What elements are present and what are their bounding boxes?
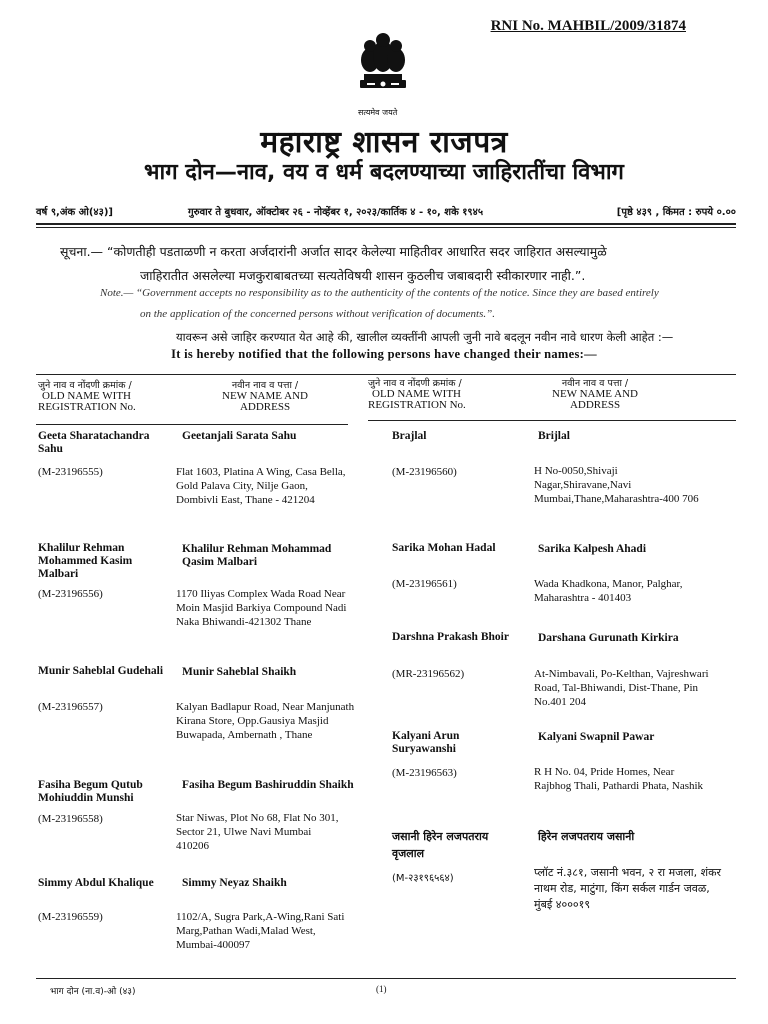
new-name: Simmy Neyaz Shaikh: [182, 877, 287, 889]
rni-number: RNI No. MAHBIL/2009/31874: [490, 18, 686, 34]
header-old-mr: जुने नाव व नोंदणी क्रमांक /: [368, 378, 462, 389]
page-number: (1): [376, 984, 387, 994]
registration-number: (M-23196559): [38, 911, 103, 923]
right-new-name-header: [520, 378, 670, 411]
notice-marathi-line-1: सूचना.— “कोणतीही पडताळणी न करता अर्जदारांनी अर्जात सादर केलेल्या माहितीवर आधारित सदर जाहिरात असल्यामुळे: [60, 244, 607, 259]
old-name: Geeta Sharatachandra Sahu: [38, 430, 150, 455]
old-name: जसानी हिरेन लजपतराय वृजलाल: [392, 830, 489, 860]
old-name: Simmy Abdul Khalique: [38, 877, 154, 889]
new-name: Sarika Kalpesh Ahadi: [538, 543, 647, 555]
old-name: Khalilur Rehman Mohammed Kasim Malbari: [38, 542, 133, 580]
new-name: Kalyani Swapnil Pawar: [538, 731, 655, 743]
header-new-mr: नवीन नाव व पत्ता /: [561, 378, 629, 389]
address: H No-0050,Shivaji Nagar,Shiravane,Navi Mumbai,Thane,Maharashtra-400 706: [534, 465, 699, 505]
notice-marathi-line-2: जाहिरातीत असलेल्या मजकुराबाबतच्या सत्यतेविषयी शासन कुठलीच जबाबदारी स्वीकारणार नाही.”.: [140, 268, 586, 283]
registration-number: (M-23196558): [38, 813, 103, 825]
old-name: Munir Saheblal Gudehali: [38, 665, 164, 677]
new-name: Brijlal: [538, 430, 570, 442]
national-emblem-icon: [350, 30, 416, 92]
header-old-en1: OLD NAME WITH: [372, 388, 462, 400]
header-old-en2: REGISTRATION No.: [38, 401, 136, 413]
old-name: Fasiha Begum Qutub Mohiuddin Munshi: [38, 779, 143, 804]
divider: [36, 223, 736, 225]
registration-number: (M-23196561): [392, 578, 457, 590]
left-new-name-header: [190, 380, 340, 413]
new-name: हिरेन लजपतराय जसानी: [538, 830, 635, 843]
registration-number: (M-23196563): [392, 767, 457, 779]
divider: [36, 424, 348, 425]
header-new-en1: NEW NAME AND: [222, 390, 308, 402]
registration-number: (M-23196556): [38, 588, 103, 600]
gazette-title: महाराष्ट्र शासन राजपत्र: [260, 125, 508, 160]
issue-info-bar: [36, 202, 736, 222]
issue-date: गुरुवार ते बुधवार, ऑक्टोबर २६ - नोव्हेंबर १, २०२३/कार्तिक ४ - १०, शके १९४५: [188, 207, 484, 218]
new-name: Darshana Gurunath Kirkira: [538, 632, 679, 644]
address: Star Niwas, Plot No 68, Flat No 301, Sector 21, Ulwe Navi Mumbai 410206: [176, 812, 339, 852]
header-old-en1: OLD NAME WITH: [42, 390, 132, 402]
address: 1102/A, Sugra Park,A-Wing,Rani Sati Marg,Pathan Wadi,Malad West, Mumbai-400097: [176, 911, 345, 951]
old-name: Darshna Prakash Bhoir: [392, 631, 509, 643]
footer-section-label: भाग दोन (ना.व)-ओ (४३): [50, 987, 136, 997]
new-name: Munir Saheblal Shaikh: [182, 666, 297, 678]
address: 1170 Iliyas Complex Wada Road Near Moin Masjid Barkiya Compound Nadi Naka Bhiwandi-421302 Thane: [176, 588, 347, 628]
header-new-mr: नवीन नाव व पत्ता /: [231, 380, 299, 391]
old-name: Sarika Mohan Hadal: [392, 542, 496, 554]
header-old-en2: REGISTRATION No.: [368, 399, 466, 411]
registration-number: (M-23196555): [38, 466, 103, 478]
issue-volume: वर्ष ९,अंक ओ(४३)]: [36, 207, 113, 218]
new-name: Khalilur Rehman Mohammad Qasim Malbari: [182, 543, 332, 568]
address: प्लॉट नं.३८१, जसानी भवन, २ रा मजला, शंकर नाथम रोड, माटुंगा, किंग सर्कल गार्डन जवळ, मुंबई ४०००१९: [534, 866, 722, 911]
hereby-notified: It is hereby notified that the following persons have changed their names:—: [171, 347, 597, 361]
left-old-name-header: [38, 380, 178, 413]
header-new-en2: ADDRESS: [239, 401, 291, 413]
old-name: Brajlal: [392, 430, 427, 442]
old-name: Kalyani Arun Suryawanshi: [392, 730, 460, 755]
address: At-Nimbavali, Po-Kelthan, Vajreshwari Road, Tal-Bhiwandi, Dist-Thane, Pin No.401 204: [534, 668, 709, 708]
notice-english-line-1: Note.— “Government accepts no responsibility as to the authenticity of the contents of the notice. Since they are based entirely: [100, 287, 659, 299]
new-name: Fasiha Begum Bashiruddin Shaikh: [182, 779, 354, 791]
registration-number: (MR-23196562): [392, 668, 465, 680]
footer-divider: [36, 978, 736, 979]
new-name: Geetanjali Sarata Sahu: [182, 430, 297, 442]
notice-english-line-2: on the application of the concerned persons without verification of documents.”.: [140, 308, 496, 320]
address: Wada Khadkona, Manor, Palghar, Maharashtra - 401403: [534, 578, 683, 604]
divider: [36, 227, 736, 228]
notice-marathi-line-3: यावरून असे जाहिर करण्यात येत आहे की, खालील व्यक्तींनी आपली जुनी नावे बदलून नवीन नावे धारण केली आहेत :—: [176, 330, 674, 344]
header-new-en2: ADDRESS: [569, 399, 621, 411]
right-old-name-header: [368, 378, 518, 411]
header-new-en1: NEW NAME AND: [552, 388, 638, 400]
address: Flat 1603, Platina A Wing, Casa Bella, Gold Palava City, Nilje Gaon, Dombivli East, Thane - 421204: [176, 466, 346, 506]
divider: [36, 374, 736, 375]
address: Kalyan Badlapur Road, Near Manjunath Kirana Store, Opp.Gausiya Masjid Buwapada, Ambernath , Thane: [176, 701, 355, 741]
issue-pages-price: [पृष्ठे ४३९ , किंमत : रुपये ०.००: [616, 207, 736, 218]
registration-number: (M-23196557): [38, 701, 103, 713]
registration-number: (M-23196560): [392, 466, 457, 478]
emblem-motto: सत्यमेव जयते: [358, 108, 398, 117]
header-old-mr: जुने नाव व नोंदणी क्रमांक /: [38, 380, 132, 391]
registration-number: (M-२३१९६५६४): [392, 873, 454, 884]
divider: [368, 420, 736, 421]
gazette-subtitle: भाग दोन—नाव, वय व धर्म बदलण्याच्या जाहिरातींचा विभाग: [144, 160, 624, 185]
address: R H No. 04, Pride Homes, Near Rajbhog Thali, Pathardi Phata, Nashik: [534, 766, 704, 792]
